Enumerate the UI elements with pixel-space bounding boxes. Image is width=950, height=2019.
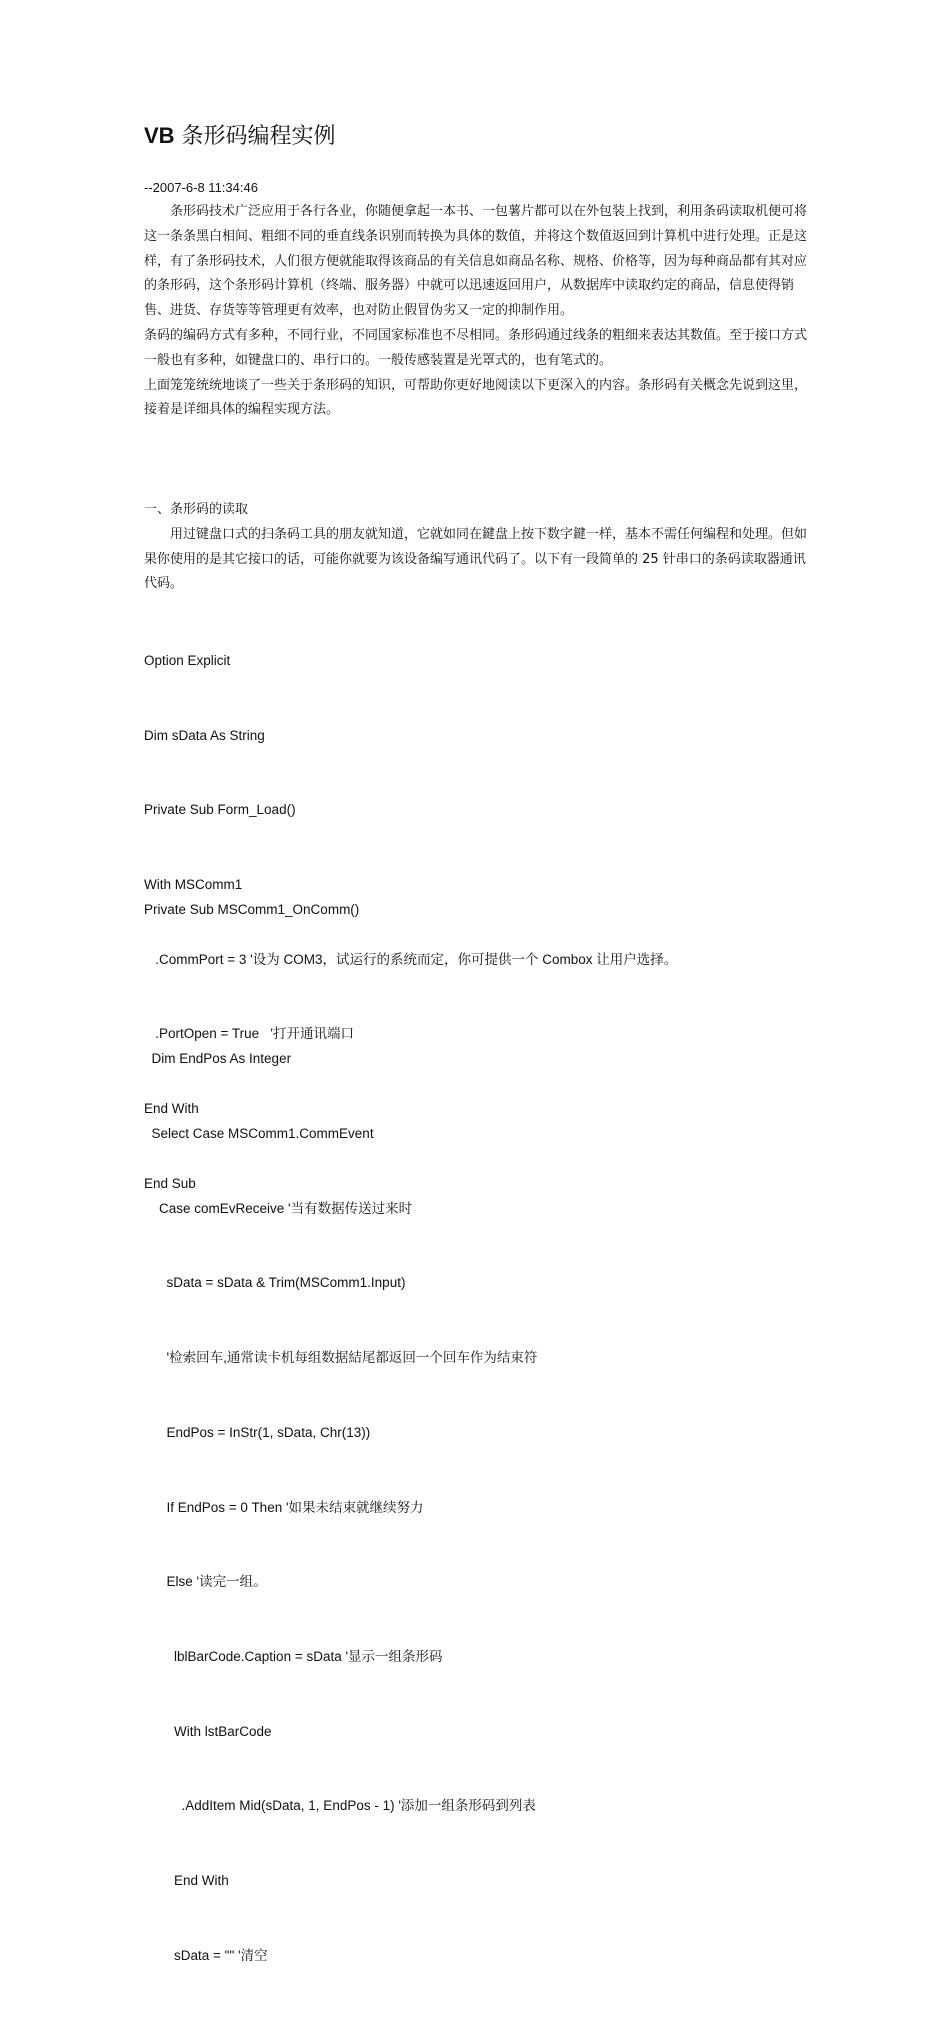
code-line: .AddItem Mid(sData, 1, EndPos - 1) '添加一组条形码到列表 — [144, 1798, 536, 1814]
code-line: Select Case MSComm1.CommEvent — [144, 1125, 374, 1141]
code-line: .PortOpen = True '打开通讯端口 — [144, 1026, 355, 1042]
document-title — [144, 118, 336, 155]
code-line: With MSComm1 — [144, 876, 243, 892]
code-line: With lstBarCode — [144, 1723, 272, 1739]
code-line: Option Explicit — [144, 652, 231, 668]
code-line-blank — [144, 973, 809, 998]
code-block-oncomm — [144, 848, 809, 2019]
code-line: EndPos = InStr(1, sData, Chr(13)) — [144, 1424, 371, 1440]
code-line: sData = "" '清空 — [144, 1947, 268, 1963]
title-prefix: VB — [144, 123, 175, 148]
code-line: sData = sData & Trim(MSComm1.Input) — [144, 1275, 406, 1291]
intro-paragraph-3: 上面笼笼统统地谈了一些关于条形码的知识，可帮助你更好地阅读以下更深入的内容。条形码有关概念先说到这里，接着是详细具体的编程实现方法。 — [144, 377, 808, 418]
code-line: Dim sData As String — [144, 727, 265, 743]
code-line: Private Sub MSComm1_OnComm() — [144, 901, 360, 917]
code-line: End With — [144, 1101, 199, 1117]
section-paragraph: 用过键盘口式的扫条码工具的朋友就知道，它就如同在鍵盘上按下数字鍵一样，基本不需任何编程和处理。但如果你使用的是其它接口的话，可能你就要为该设备编写通讯代码了。以下有一段简单的 25 针串口的条码读取器通讯代码。 — [144, 526, 808, 592]
publish-date: --2007-6-8 11:34:46 — [144, 180, 258, 195]
section-heading: 一、条形码的读取 — [144, 502, 249, 517]
code-line: End Sub — [144, 1175, 196, 1191]
code-line: .CommPort = 3 '设为 COM3，试运行的系统而定，你可提供一个 Combox 让用户选择。 — [144, 951, 678, 967]
code-line: End With — [144, 1873, 229, 1889]
code-line: If EndPos = 0 Then '如果未结束就继续努力 — [144, 1499, 424, 1515]
code-line: Dim EndPos As Integer — [144, 1051, 292, 1067]
code-line: Else '读完一组。 — [144, 1574, 267, 1590]
code-line: lblBarCode.Caption = sData '显示一组条形码 — [144, 1648, 443, 1664]
section-barcode-reading — [144, 498, 809, 597]
intro-paragraph-2: 条码的编码方式有多种，不同行业，不同国家标准也不尽相同。条形码通过线条的粗细来表达其数值。至于接口方式一般也有多种，如键盘口的、串行口的。一般传感装置是光罩式的，也有笔式的。 — [144, 327, 808, 368]
title-rest: 条形码编程实例 — [174, 124, 336, 149]
code-line: '检索回车,通常读卡机每组数据結尾都返回一个回车作为结束符 — [144, 1350, 538, 1366]
code-line: Case comEvReceive '当有数据传送过来时 — [144, 1200, 413, 1216]
intro-paragraph-1: 条形码技术广泛应用于各行各业，你随便拿起一本书、一包薯片都可以在外包装上找到，利用条码读取机便可将这一条条黑白相间、粗细不同的垂直线条识别而转换为具体的数值，并将这个数值返回到计算机中进行处理。正是这样，有了条形码技术，人们很方便就能取得该商品的有关信息如商品名称、规格、价格等，因为每种商品都有其对应的条形码，这个条形码计算机（终端、服务器）中就可以迅速返回用户，从数据库中读取约定的商品，信息使得销售、进货、存货等等管理更有效率，也对防止假冒伪劣又一定的抑制作用。 — [144, 204, 808, 319]
intro-section — [144, 200, 809, 423]
code-line: Private Sub Form_Load() — [144, 802, 296, 818]
